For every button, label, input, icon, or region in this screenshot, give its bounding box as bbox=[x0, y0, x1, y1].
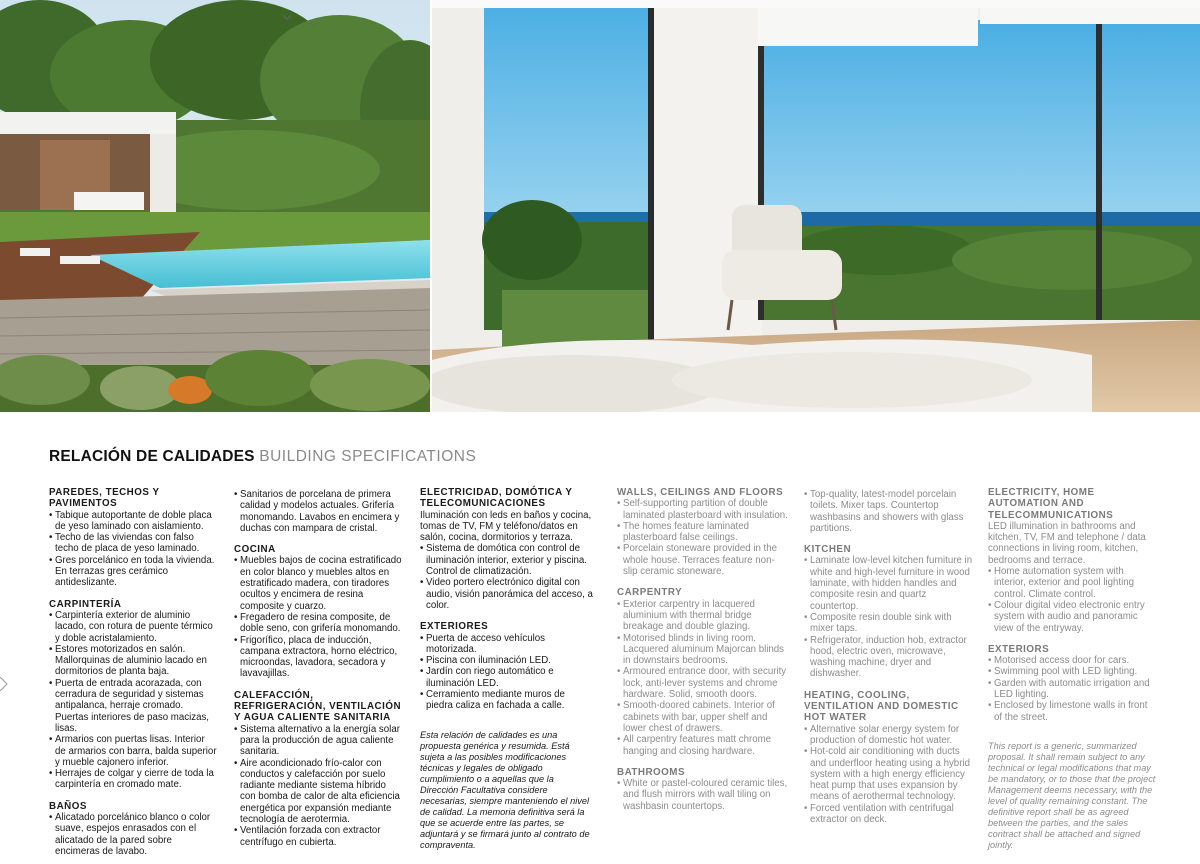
list-banos-cont bbox=[234, 489, 404, 534]
list-item: • Jardín con riego automático e iluminación LED. bbox=[420, 666, 594, 689]
spec-column-1 bbox=[49, 487, 217, 857]
list-item: • Composite resin double sink with mixer taps. bbox=[804, 612, 974, 635]
list-item: • Piscina con iluminación LED. bbox=[420, 655, 594, 666]
list-item: • Alternative solar energy system for production of domestic hot water. bbox=[804, 724, 974, 747]
list-item: • Armoured entrance door, with security lock, anti-lever systems and chrome hardware. Solid, smooth doors. bbox=[617, 666, 789, 700]
list-item: • Frigorífico, placa de inducción, campana extractora, horno eléctrico, microondas, lavadora, secadora y lavavajillas. bbox=[234, 635, 404, 680]
list-item: • Gres porcelánico en toda la vivienda. En terrazas gres cerámico antideslizante. bbox=[49, 555, 217, 589]
page-title bbox=[49, 448, 476, 466]
section-title-walls: WALLS, CEILINGS AND FLOORS bbox=[617, 487, 784, 498]
list-item: • Exterior carpentry in lacquered aluminium with thermal bridge breakage and double glazing. bbox=[617, 599, 789, 633]
list-item: • Colour digital video electronic entry system with audio and panoramic view of the entryway. bbox=[988, 600, 1158, 634]
list-banos bbox=[49, 812, 217, 857]
list-item: • Swimming pool with LED lighting. bbox=[988, 666, 1158, 677]
list-calefaccion bbox=[234, 724, 404, 848]
list-item: • Sistema alternativo a la energía solar para la producción de agua caliente sanitaria. bbox=[234, 724, 404, 758]
list-item: • Home automation system with interior, exterior and pool lighting control. Climate control. bbox=[988, 566, 1158, 600]
bedroom-seaview-illustration bbox=[432, 0, 1200, 412]
list-item: • Carpintería exterior de aluminio lacado, con rotura de puente térmico y doble acristalamiento. bbox=[49, 610, 217, 644]
list-electricity bbox=[988, 566, 1158, 634]
list-item: • Armarios con puertas lisas. Interior de armarios con barra, balda superior y mueble cajonero inferior. bbox=[49, 734, 217, 768]
list-item: • White or pastel-coloured ceramic tiles, and flush mirrors with wall tiling on washbasin countertops. bbox=[617, 778, 789, 812]
page-corner-mark bbox=[0, 677, 8, 691]
list-heating bbox=[804, 724, 974, 826]
section-title-exteriors: EXTERIORS bbox=[988, 643, 1050, 655]
list-item: • Fregadero de resina composite, de doble seno, con grifería monomando. bbox=[234, 612, 404, 635]
photo-strip bbox=[0, 0, 1200, 412]
list-item: • Ventilación forzada con extractor centrífugo en cubierta. bbox=[234, 825, 404, 848]
list-item: • Porcelain stoneware provided in the whole house. Terraces feature non-slip ceramic stoneware. bbox=[617, 543, 789, 577]
section-title-kitchen: KITCHEN bbox=[804, 544, 852, 556]
list-carpentry bbox=[617, 599, 789, 757]
spec-column-5 bbox=[804, 489, 974, 825]
list-paredes bbox=[49, 510, 217, 589]
list-item: • Herrajes de colgar y cierre de toda la carpintería en cromado mate. bbox=[49, 768, 217, 791]
list-kitchen bbox=[804, 555, 974, 679]
section-intro: Iluminación con leds en baños y cocina, tomas de TV, FM y teléfono/datos en salón, cocina, dormitorios y terraza. bbox=[420, 509, 592, 544]
list-item: • The homes feature laminated plasterboard false ceilings. bbox=[617, 521, 789, 544]
spec-column-4 bbox=[617, 487, 789, 812]
list-electricidad bbox=[420, 543, 594, 611]
title-spanish: RELACIÓN DE CALIDADES bbox=[49, 448, 255, 465]
section-title-exteriores: EXTERIORES bbox=[420, 621, 489, 633]
list-item: • Top-quality, latest-model porcelain toilets. Mixer taps. Countertop washbasins and showers with glass partitions. bbox=[804, 489, 974, 534]
list-item: • Self-supporting partition of double laminated plasterboard with insulation. bbox=[617, 498, 789, 521]
list-carpinteria bbox=[49, 610, 217, 791]
list-item: • Video portero electrónico digital con audio, visión panorámica del acceso, a color. bbox=[420, 577, 594, 611]
villa-exterior-photo bbox=[0, 0, 430, 412]
bedroom-seaview-photo bbox=[432, 0, 1200, 412]
section-title-paredes: PAREDES, TECHOS Y PAVIMENTOS bbox=[49, 487, 160, 510]
list-item: • Alicatado porcelánico blanco o color suave, espejos enrasados con el alicatado de la pared sobre encimeras de lavabo. bbox=[49, 812, 217, 857]
list-bathrooms bbox=[617, 778, 789, 812]
list-item: • Hot-cold air conditioning with ducts and underfloor heating using a hybrid system with a high energy efficiency heat pump that uses expansion by means of aerothermal technology. bbox=[804, 746, 974, 802]
disclaimer-note: This report is a generic, summarized proposal. It shall remain subject to any technical or legal modifications that may be mandatory, or to those that the project Management deems necessary, with the level of quality remaining constant. The definitive report shall be as agreed between the parties, and the sales contract shall be attached and signed jointly. bbox=[988, 740, 1156, 850]
section-title-calefaccion: CALEFACCIÓN, REFRIGERACIÓN, VENTILACIÓN Y AGUA CALIENTE SANITARIA bbox=[234, 689, 402, 724]
section-title-bathrooms: BATHROOMS bbox=[617, 766, 685, 778]
spec-column-3 bbox=[420, 487, 594, 851]
list-item: • Tabique autoportante de doble placa de yeso laminado con aislamiento. bbox=[49, 510, 217, 533]
list-item: • Forced ventilation with centrifugal extractor on deck. bbox=[804, 803, 974, 826]
list-item: • Garden with automatic irrigation and LED lighting. bbox=[988, 678, 1158, 701]
list-item: • Muebles bajos de cocina estratificado en color blanco y muebles altos en estratificado madera, con tiradores ocultos y encimera de resina composite y cuarzo. bbox=[234, 555, 404, 611]
list-item: • Cerramiento mediante muros de piedra caliza en fachada a calle. bbox=[420, 689, 594, 712]
list-item: • Smooth-doored cabinets. Interior of cabinets with bar, upper shelf and lower chest of drawers. bbox=[617, 700, 789, 734]
list-item: • Motorised access door for cars. bbox=[988, 655, 1158, 666]
list-item: • Motorised blinds in living room. Lacquered aluminum Majorcan blinds in downstairs bedrooms. bbox=[617, 633, 789, 667]
list-item: • Enclosed by limestone walls in front of the street. bbox=[988, 700, 1158, 723]
section-title-carpinteria: CARPINTERÍA bbox=[49, 598, 122, 610]
section-title-electricidad: ELECTRICIDAD, DOMÓTICA Y TELECOMUNICACIONES bbox=[420, 487, 573, 510]
list-item: • Laminate low-level kitchen furniture in white and high-level furniture in wood laminate, with hidden handles and composite resin and quartz countertop. bbox=[804, 555, 974, 611]
list-item: • Aire acondicionado frío-calor con conductos y calefacción por suelo radiante mediante sistema híbrido con bomba de calor de alta eficiencia energética por expansión mediante tecnología de aerotermia. bbox=[234, 758, 404, 826]
section-title-cocina: COCINA bbox=[234, 544, 276, 556]
title-english: BUILDING SPECIFICATIONS bbox=[259, 448, 477, 465]
section-title-heating: HEATING, COOLING, VENTILATION AND DOMESTIC HOT WATER bbox=[804, 689, 959, 724]
disclaimer-note: Esta relación de calidades es una propuesta genérica y resumida. Está sujeta a las posibles modificaciones técnicas y legales de obligado cumplimiento o a aquellas que la Dirección Facultativa considere necesarias, siempre manteniendo el nivel de calidad. La memoria definitiva será la que se acuerde entre las partes, se adjuntará y se firmará junto al contrato de compraventa. bbox=[420, 729, 590, 850]
list-bathrooms-cont bbox=[804, 489, 974, 534]
list-item: • Estores motorizados en salón. Mallorquinas de aluminio lacado en dormitorios de planta baja. bbox=[49, 644, 217, 678]
list-exteriors bbox=[988, 655, 1158, 723]
list-item: • Puerta de entrada acorazada, con cerradura de seguridad y sistemas antipalanca, herraje cromado. Puertas interiores de paso macizas, lisas. bbox=[49, 678, 217, 734]
villa-exterior-illustration bbox=[0, 0, 430, 412]
list-cocina bbox=[234, 555, 404, 679]
list-item: • Sanitarios de porcelana de primera calidad y modelos actuales. Grifería monomando. Lavabos en encimera y duchas con mampara de cristal. bbox=[234, 489, 404, 534]
list-item: • Sistema de domótica con control de iluminación interior, exterior y piscina. Control de climatización. bbox=[420, 543, 594, 577]
list-exteriores bbox=[420, 633, 594, 712]
list-item: • Puerta de acceso vehículos motorizada. bbox=[420, 633, 594, 656]
section-title-banos: BAÑOS bbox=[49, 800, 87, 812]
list-item: • All carpentry features matt chrome hanging and closing hardware. bbox=[617, 734, 789, 757]
section-intro: LED illumination in bathrooms and kitchen, TV, FM and telephone / data connections in living room, kitchen, bedrooms and terrace. bbox=[988, 520, 1146, 566]
list-item: • Techo de las viviendas con falso techo de placa de yeso laminado. bbox=[49, 532, 217, 555]
section-title-carpentry: CARPENTRY bbox=[617, 587, 683, 599]
list-item: • Refrigerator, induction hob, extractor hood, electric oven, microwave, washing machine, dryer and dishwasher. bbox=[804, 635, 974, 680]
list-walls bbox=[617, 498, 789, 577]
section-title-electricity: ELECTRICITY, HOME AUTOMATION AND TELECOMMUNICATIONS bbox=[988, 487, 1114, 521]
spec-column-6 bbox=[988, 487, 1158, 851]
spec-column-2 bbox=[234, 489, 404, 848]
